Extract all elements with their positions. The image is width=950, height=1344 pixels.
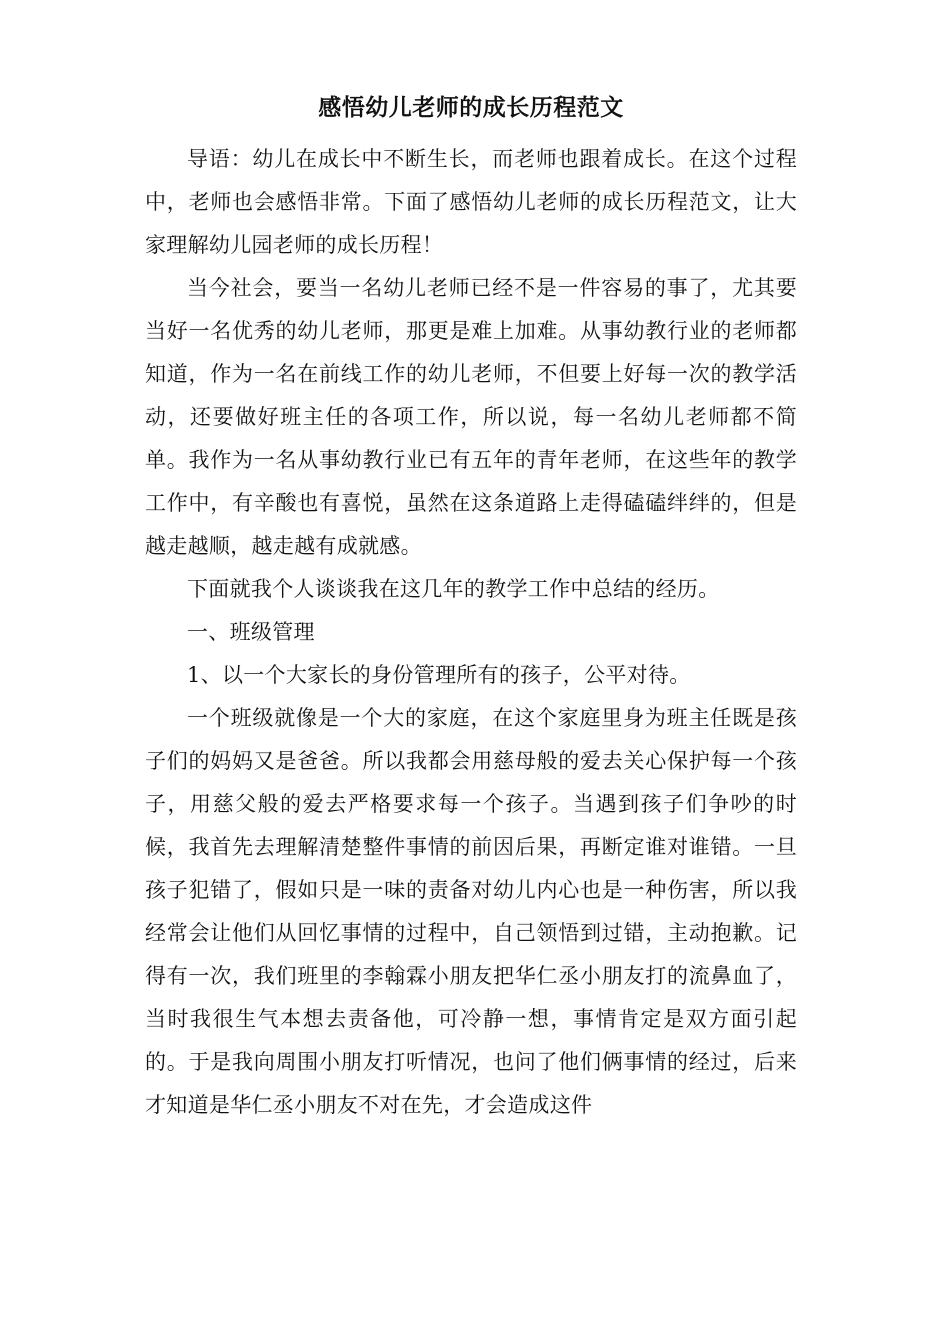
document-body xyxy=(145,88,797,1127)
section-heading-class-management: 一、班级管理 xyxy=(187,620,315,644)
paragraph-background: 当今社会，要当一名幼儿老师已经不是一件容易的事了，尤其要当好一名优秀的幼儿老师，那更是难上加难。从事幼教行业的老师都知道，作为一名在前线工作的幼儿老师，不但要上好每一次的教学活动，还要做好班主任的各项工作，所以说，每一名幼儿老师都不简单。我作为一名从事幼教行业已有五年的青年老师，在这些年的教学工作中，有辛酸也有喜悦，虽然在这条道路上走得磕磕绊绊的，但是越走越顺，越走越有成就感。 xyxy=(145,276,797,558)
document-title: 感悟幼儿老师的成长历程范文 xyxy=(318,94,624,121)
paragraph-class-family: 一个班级就像是一个大的家庭，在这个家庭里身为班主任既是孩子们的妈妈又是爸爸。所以我都会用慈母般的爱去关心保护每一个孩子，用慈父般的爱去严格要求每一个孩子。当遇到孩子们争吵的时候，我首先去理解清楚整件事情的前因后果，再断定谁对谁错。一旦孩子犯错了，假如只是一味的责备对幼儿内心也是一种伤害，所以我经常会让他们从回忆事情的过程中，自己领悟到过错，主动抱歉。记得有一次，我们班里的李翰霖小朋友把华仁丞小朋友打的流鼻血了，当时我很生气本想去责备他，可冷静一想，事情肯定是双方面引起的。于是我向周围小朋友打听情况，也问了他们俩事情的经过，后来才知道是华仁丞小朋友不对在先，才会造成这件 xyxy=(145,706,797,1117)
paragraph-intro: 导语：幼儿在成长中不断生长，而老师也跟着成长。在这个过程中，老师也会感悟非常。下面了感悟幼儿老师的成长历程范文，让大家理解幼儿园老师的成长历程！ xyxy=(145,147,797,257)
paragraph-summary-intro: 下面就我个人谈谈我在这几年的教学工作中总结的经历。 xyxy=(187,577,720,601)
subheading-fair-treatment: 1、以一个大家长的身份管理所有的孩子，公平对待。 xyxy=(187,663,691,687)
